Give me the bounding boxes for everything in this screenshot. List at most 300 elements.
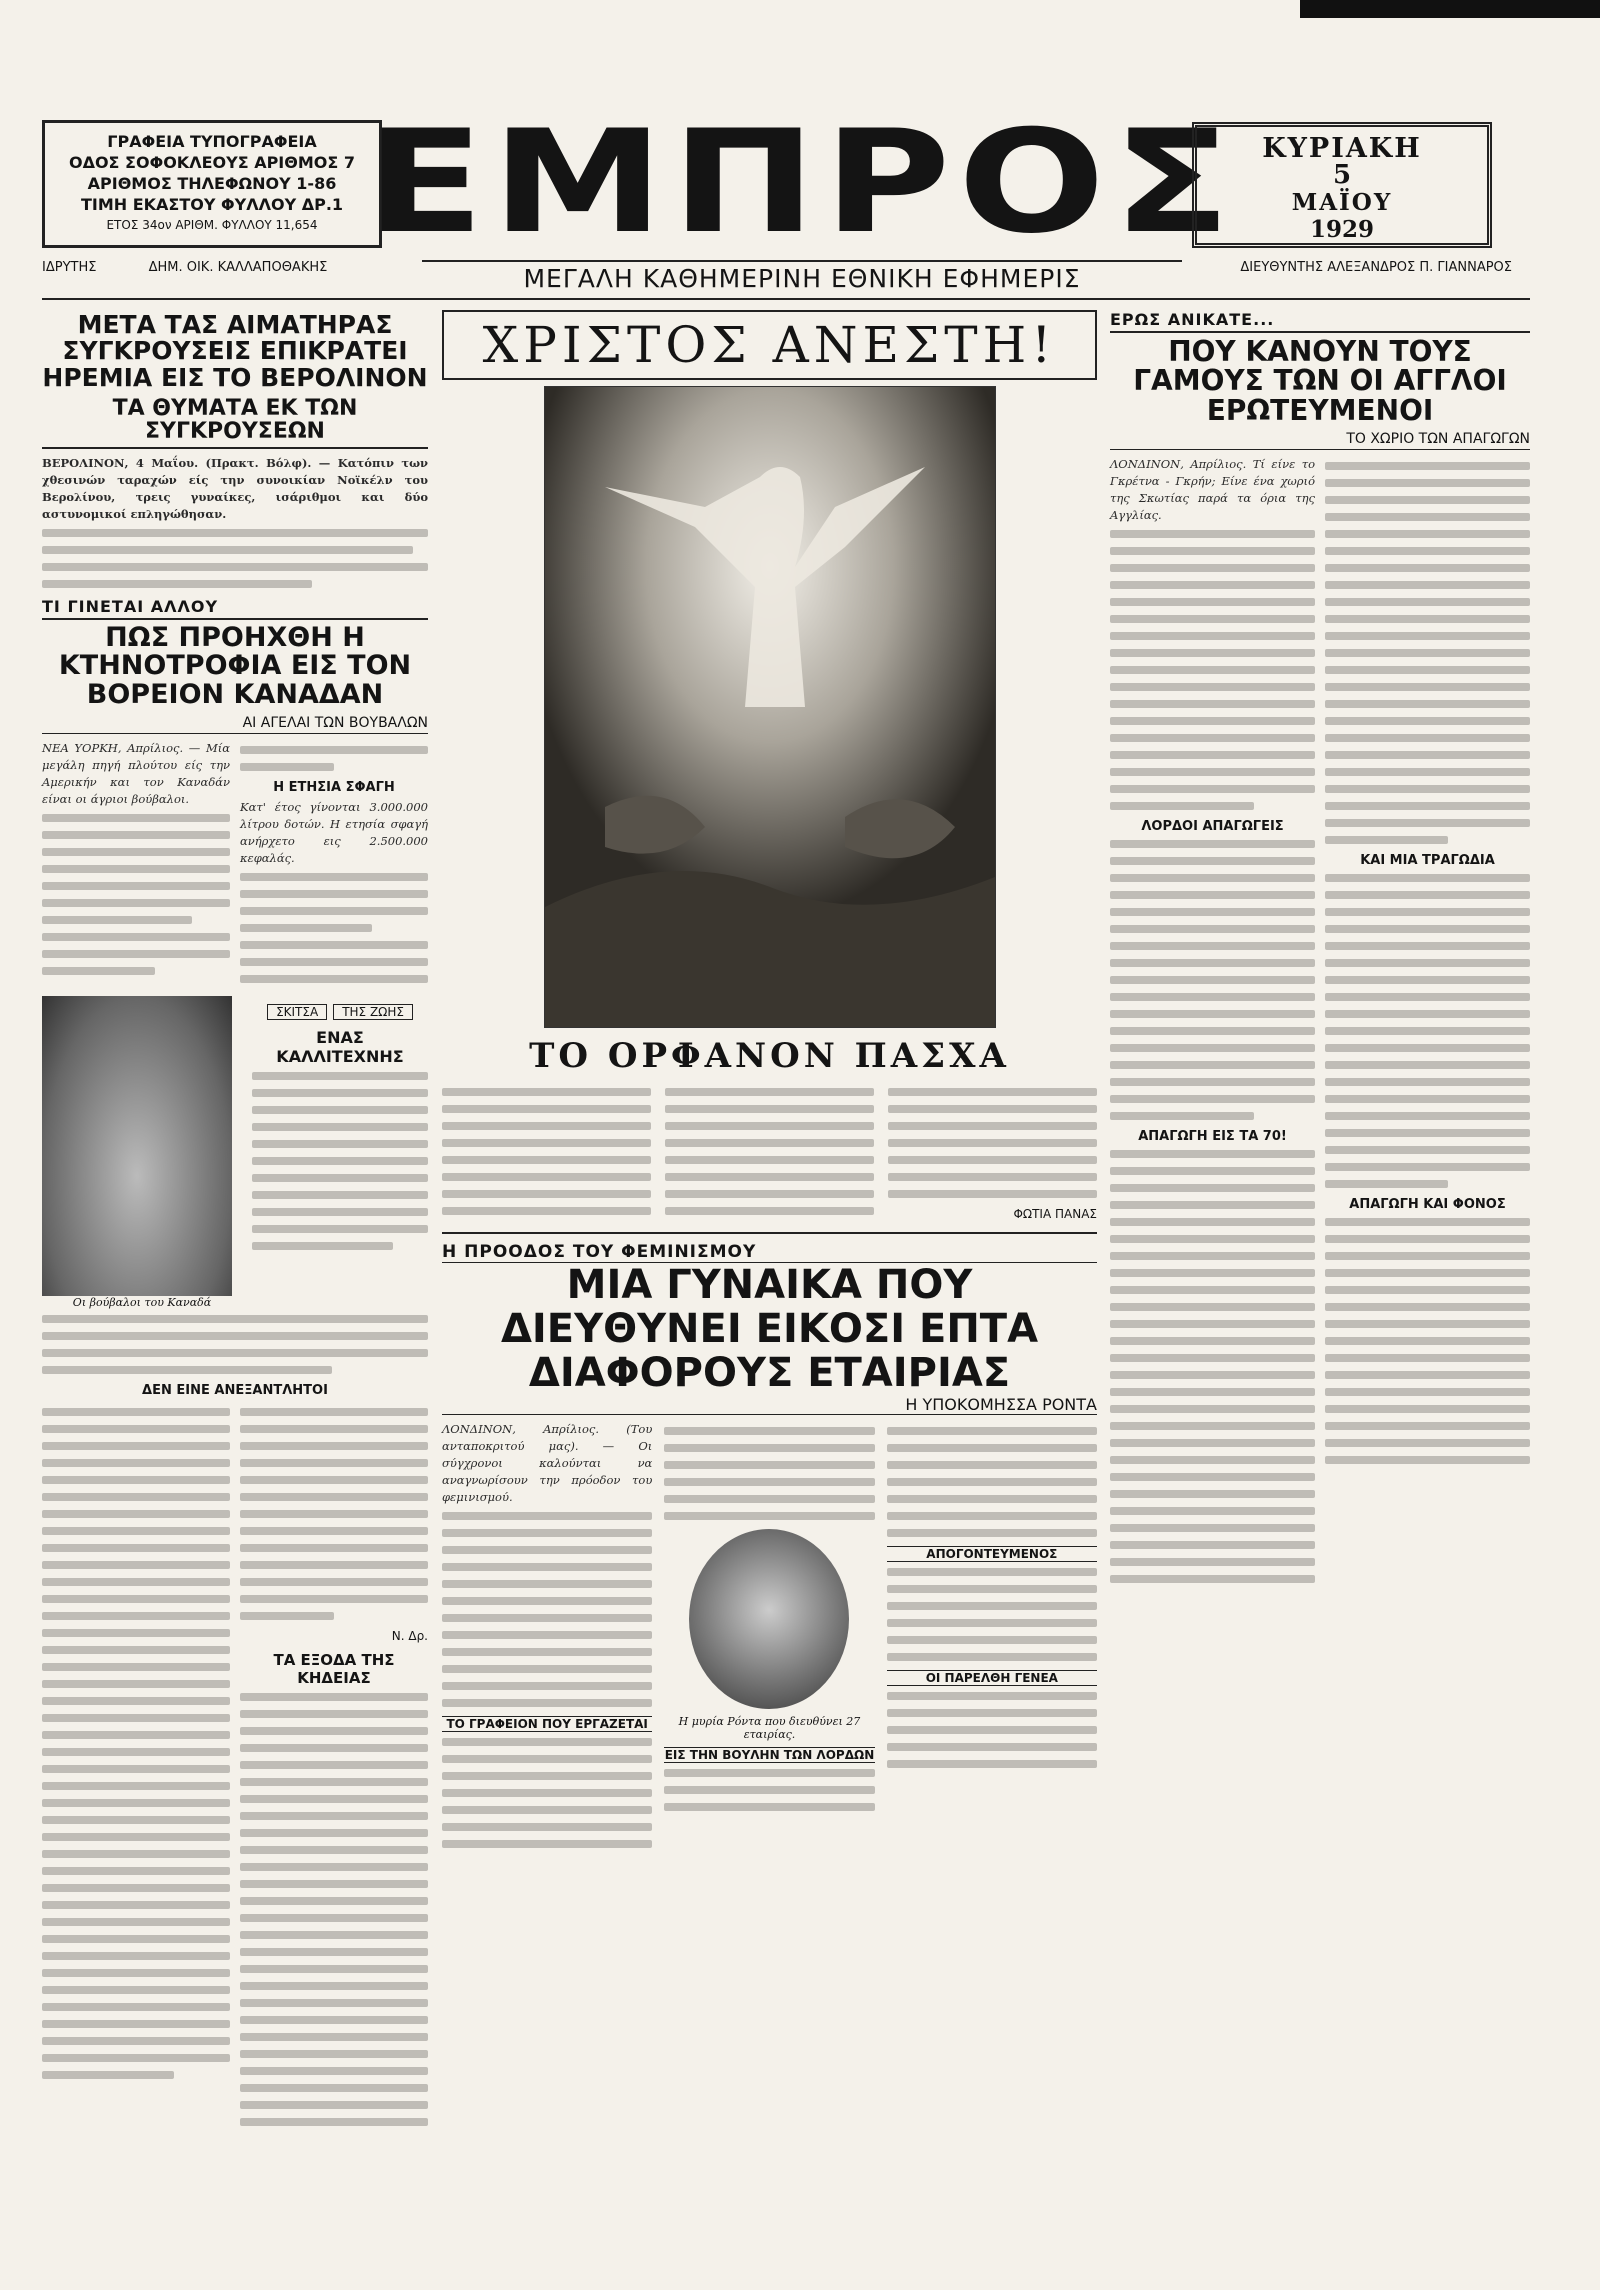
text-line bbox=[1325, 1320, 1530, 1328]
text-line bbox=[240, 763, 334, 771]
text-line bbox=[1325, 1146, 1530, 1154]
text-line bbox=[442, 1580, 652, 1588]
text-line bbox=[1110, 632, 1315, 640]
text-line bbox=[1110, 615, 1315, 623]
text-line bbox=[240, 2050, 428, 2058]
text-line bbox=[1325, 802, 1530, 810]
text-line bbox=[42, 1697, 230, 1705]
text-line bbox=[42, 899, 230, 907]
text-line bbox=[1110, 1061, 1315, 1069]
text-line bbox=[42, 1646, 230, 1654]
text-line bbox=[1325, 1388, 1530, 1396]
text-line bbox=[240, 1761, 428, 1769]
text-line bbox=[42, 1731, 230, 1739]
text-line bbox=[1325, 1061, 1530, 1069]
office-line-4: ΤΙΜΗ ΕΚΑΣΤΟΥ ΦΥΛΛΟΥ ΔΡ.1 bbox=[80, 195, 344, 214]
text-line bbox=[442, 1190, 651, 1198]
text-line bbox=[42, 1629, 230, 1637]
date-box bbox=[1192, 122, 1492, 248]
text-line bbox=[1110, 1320, 1315, 1328]
text-line bbox=[442, 1512, 652, 1520]
text-line bbox=[442, 1088, 651, 1096]
office-line-3: ΑΡΙΘΜΟΣ ΤΗΛΕΦΩΝΟΥ 1-86 bbox=[87, 174, 337, 193]
text-line bbox=[1110, 908, 1315, 916]
text-line bbox=[664, 1444, 874, 1452]
sketch-header bbox=[252, 1004, 428, 1020]
text-line bbox=[240, 2016, 428, 2024]
text-line bbox=[1110, 785, 1315, 793]
text-line bbox=[442, 1105, 651, 1113]
buffalo-photo bbox=[42, 996, 232, 1296]
text-line bbox=[442, 1614, 652, 1622]
text-line bbox=[240, 907, 428, 915]
text-line bbox=[252, 1089, 428, 1097]
text-line bbox=[1110, 1575, 1315, 1583]
text-line bbox=[42, 2037, 230, 2045]
text-line bbox=[1110, 1558, 1315, 1566]
text-line bbox=[42, 1459, 230, 1467]
text-line bbox=[240, 1999, 428, 2007]
text-line bbox=[252, 1140, 428, 1148]
text-line bbox=[442, 1156, 651, 1164]
text-line bbox=[42, 1833, 230, 1841]
text-line bbox=[442, 1823, 652, 1831]
text-line bbox=[240, 890, 428, 898]
text-line bbox=[240, 2067, 428, 2075]
text-line bbox=[1325, 1078, 1530, 1086]
text-line bbox=[1325, 1269, 1530, 1277]
text-line bbox=[1325, 530, 1530, 538]
masthead bbox=[42, 100, 1530, 310]
text-line bbox=[1325, 785, 1530, 793]
text-line bbox=[252, 1106, 428, 1114]
text-line bbox=[42, 529, 428, 537]
text-line bbox=[1110, 874, 1315, 882]
text-line bbox=[1325, 1439, 1530, 1447]
text-line bbox=[1325, 496, 1530, 504]
text-line bbox=[1325, 717, 1530, 725]
text-line bbox=[1110, 1541, 1315, 1549]
text-line bbox=[887, 1726, 1097, 1734]
text-line bbox=[888, 1156, 1097, 1164]
text-line bbox=[42, 1765, 230, 1773]
masthead-rule bbox=[42, 298, 1530, 300]
text-line bbox=[1325, 547, 1530, 555]
text-line bbox=[1110, 683, 1315, 691]
easter-poem bbox=[442, 1082, 1097, 1224]
text-line bbox=[1110, 700, 1315, 708]
text-line bbox=[42, 1799, 230, 1807]
artist-headline: ΕΝΑΣ ΚΑΛΛΙΤΕΧΝΗΣ bbox=[276, 1027, 404, 1066]
elsewhere-kicker: ΤΙ ΓΙΝΕΤΑΙ ΑΛΛΟΥ bbox=[42, 597, 428, 620]
text-line bbox=[240, 1612, 334, 1620]
text-line bbox=[1325, 1044, 1530, 1052]
text-line bbox=[42, 1561, 230, 1569]
abduction-at-70-head: ΑΠΑΓΩΓΗ ΕΙΣ ΤΑ 70! bbox=[1138, 1129, 1287, 1145]
text-line bbox=[42, 1986, 230, 1994]
text-line bbox=[665, 1088, 874, 1096]
text-line bbox=[1110, 1422, 1315, 1430]
text-line bbox=[1110, 717, 1315, 725]
text-line bbox=[42, 2071, 174, 2079]
text-line bbox=[1110, 857, 1315, 865]
text-line bbox=[1110, 1218, 1315, 1226]
portrait-caption: Η μυρία Ρόντα που διευθύνει 27 εταιρίας. bbox=[678, 1715, 861, 1741]
text-line bbox=[442, 1682, 652, 1690]
canada-subheadline: ΑΙ ΑΓΕΛΑΙ ΤΩΝ ΒΟΥΒΑΛΩΝ bbox=[42, 715, 428, 734]
founder-label: ΙΔΡΥΤΗΣ bbox=[42, 260, 97, 275]
text-line bbox=[1110, 1286, 1315, 1294]
text-line bbox=[1110, 1456, 1315, 1464]
text-line bbox=[1110, 1371, 1315, 1379]
funeral-expenses-head: ΤΑ ΕΞΟΔΑ ΤΗΣ ΚΗΔΕΙΑΣ bbox=[273, 1650, 395, 1687]
text-line bbox=[42, 1901, 230, 1909]
top-scan-bar bbox=[1300, 0, 1600, 18]
office-line-1: ΓΡΑΦΕΙΑ ΤΥΠΟΓΡΑΦΕΙΑ bbox=[107, 132, 317, 151]
feminism-headline: ΜΙΑ ΓΥΝΑΙΚΑ ΠΟΥ ΔΙΕΥΘΥΝΕΙ ΕΙΚΟΣΙ ΕΠΤΑ ΔΙΑΦΟΡΟΥΣ ΕΤΑΙΡΙΑΣ bbox=[500, 1262, 1039, 1396]
text-line bbox=[42, 814, 230, 822]
text-line bbox=[888, 1173, 1097, 1181]
text-line bbox=[1110, 1490, 1315, 1498]
text-line bbox=[42, 1952, 230, 1960]
text-line bbox=[240, 1778, 428, 1786]
date-number: 5 bbox=[1332, 160, 1352, 190]
text-line bbox=[665, 1139, 874, 1147]
text-line bbox=[240, 1795, 428, 1803]
annual-slaughter-head: Η ΕΤΗΣΙΑ ΣΦΑΓΗ bbox=[273, 779, 395, 795]
feminism-subheadline: Η ΥΠΟΚΟΜΗΣΣΑ ΡΟΝΤΑ bbox=[442, 1395, 1097, 1415]
text-line bbox=[1110, 942, 1315, 950]
text-line bbox=[42, 1663, 230, 1671]
text-line bbox=[42, 1366, 332, 1374]
text-line bbox=[240, 873, 428, 881]
text-line bbox=[240, 1544, 428, 1552]
abduction-murder-head: ΑΠΑΓΩΓΗ ΚΑΙ ΦΟΝΟΣ bbox=[1349, 1197, 1506, 1213]
text-line bbox=[1110, 1507, 1315, 1515]
text-line bbox=[42, 831, 230, 839]
text-line bbox=[442, 1699, 652, 1707]
text-line bbox=[1325, 1180, 1448, 1188]
text-line bbox=[252, 1072, 428, 1080]
text-line bbox=[42, 1408, 230, 1416]
text-line bbox=[42, 1578, 230, 1586]
text-line bbox=[240, 1727, 428, 1735]
text-line bbox=[1325, 632, 1530, 640]
text-line bbox=[888, 1105, 1097, 1113]
text-line bbox=[1325, 1163, 1530, 1171]
text-line bbox=[1110, 1184, 1315, 1192]
text-line bbox=[1110, 959, 1315, 967]
text-line bbox=[664, 1786, 874, 1794]
text-line bbox=[1110, 1269, 1315, 1277]
founder-name: ΔΗΜ. ΟΙΚ. ΚΑΛΛΑΠΟΘΑΚΗΣ bbox=[148, 260, 328, 275]
gretna-headline: ΠΟΥ ΚΑΝΟΥΝ ΤΟΥΣ ΓΑΜΟΥΣ ΤΩΝ ΟΙ ΑΓΓΛΟΙ ΕΡΩΤΕΥΜΕΝΟΙ bbox=[1133, 335, 1507, 427]
text-line bbox=[240, 975, 428, 983]
text-line bbox=[1325, 976, 1530, 984]
text-line bbox=[1110, 802, 1254, 810]
text-line bbox=[1110, 1112, 1254, 1120]
right-column bbox=[1110, 310, 1530, 1592]
text-line bbox=[240, 1693, 428, 1701]
text-line bbox=[42, 1884, 230, 1892]
text-line bbox=[1325, 942, 1530, 950]
text-line bbox=[240, 1744, 428, 1752]
feminism-dateline: ΛΟΝΔΙΝΟΝ, Απρίλιος. (Του ανταποκριτού μας). — Οι σύγχρονοι καλούνται να αναγνωρίσουν την πρόοδον του φεμινισμού. bbox=[442, 1422, 653, 1504]
text-line bbox=[887, 1444, 1097, 1452]
text-line bbox=[664, 1478, 874, 1486]
past-generation-head: ΟΙ ΠΑΡΕΛΘΗ ΓΕΝΕΑ bbox=[887, 1670, 1097, 1686]
text-line bbox=[442, 1772, 652, 1780]
text-line bbox=[1325, 1286, 1530, 1294]
text-line bbox=[42, 1425, 230, 1433]
text-line bbox=[42, 1544, 230, 1552]
text-line bbox=[664, 1427, 874, 1435]
text-line bbox=[42, 1918, 230, 1926]
not-inexhaustible-head: ΔΕΝ ΕΙΝΕ ΑΝΕΞΑΝΤΛΗΤΟΙ bbox=[142, 1382, 328, 1398]
text-line bbox=[240, 1408, 428, 1416]
text-line bbox=[1110, 564, 1315, 572]
text-line bbox=[42, 1782, 230, 1790]
text-line bbox=[1110, 1405, 1315, 1413]
text-line bbox=[1325, 1252, 1530, 1260]
center-column bbox=[442, 310, 1097, 1857]
text-line bbox=[1325, 666, 1530, 674]
text-line bbox=[887, 1427, 1097, 1435]
text-line bbox=[42, 580, 312, 588]
text-line bbox=[442, 1546, 652, 1554]
text-line bbox=[42, 916, 192, 924]
text-line bbox=[240, 1459, 428, 1467]
office-head: ΤΟ ΓΡΑΦΕΙΟΝ ΠΟΥ ΕΡΓΑΖΕΤΑΙ bbox=[442, 1716, 652, 1732]
text-line bbox=[240, 1595, 428, 1603]
text-line bbox=[1325, 836, 1448, 844]
gretna-subheadline: ΤΟ ΧΩΡΙΟ ΤΩΝ ΑΠΑΓΩΓΩΝ bbox=[1110, 431, 1530, 450]
canada-dateline: ΝΕΑ ΥΟΡΚΗ, Απρίλιος. — Μία μεγάλη πηγή πλούτου είς την Αμερικήν και τον Καναδάν είναι οι άγριοι βούβαλοι. bbox=[42, 740, 230, 806]
office-line-5: ΕΤΟΣ 34ον ΑΡΙΘΜ. ΦΥΛΛΟΥ 11,654 bbox=[106, 218, 318, 232]
text-line bbox=[887, 1619, 1097, 1627]
text-line bbox=[252, 1242, 393, 1250]
text-line bbox=[442, 1840, 652, 1848]
text-line bbox=[42, 2054, 230, 2062]
text-line bbox=[1325, 683, 1530, 691]
text-line bbox=[1325, 993, 1530, 1001]
text-line bbox=[1110, 1010, 1315, 1018]
offspring-head: ΑΠΟΓΟΝΤΕΥΜΕΝΟΣ bbox=[887, 1546, 1097, 1562]
text-line bbox=[42, 2003, 230, 2011]
text-line bbox=[442, 1789, 652, 1797]
text-line bbox=[1110, 751, 1315, 759]
text-line bbox=[240, 1578, 428, 1586]
text-line bbox=[1325, 513, 1530, 521]
text-line bbox=[1110, 649, 1315, 657]
text-line bbox=[42, 950, 230, 958]
text-line bbox=[442, 1648, 652, 1656]
orphan-easter-caption: ΤΟ ΟΡΦΑΝΟΝ ΠΑΣΧΑ bbox=[529, 1036, 1010, 1076]
text-line bbox=[42, 1315, 428, 1323]
easter-feature-title: ΧΡΙΣΤΟΣ ΑΝΕΣΤΗ! bbox=[442, 310, 1097, 380]
text-line bbox=[252, 1191, 428, 1199]
text-line bbox=[1110, 547, 1315, 555]
text-line bbox=[1110, 768, 1315, 776]
text-line bbox=[887, 1478, 1097, 1486]
text-line bbox=[1110, 1524, 1315, 1532]
text-line bbox=[442, 1738, 652, 1746]
text-line bbox=[1325, 1112, 1530, 1120]
text-line bbox=[240, 1812, 428, 1820]
text-line bbox=[1110, 993, 1315, 1001]
text-line bbox=[665, 1173, 874, 1181]
text-line bbox=[240, 1493, 428, 1501]
lords-abductors-head: ΛΟΡΔΟΙ ΑΠΑΓΩΓΕΙΣ bbox=[1141, 819, 1284, 835]
director-line: ΔΙΕΥΘΥΝΤΗΣ ΑΛΕΞΑΝΔΡΟΣ Π. ΓΙΑΝΝΑΡΟΣ bbox=[1240, 260, 1512, 275]
berlin-subheadline: ΤΑ ΘΥΜΑΤΑ ΕΚ ΤΩΝ ΣΥΓΚΡΟΥΣΕΩΝ bbox=[42, 397, 428, 449]
text-line bbox=[1110, 1388, 1315, 1396]
text-line bbox=[240, 1829, 428, 1837]
text-line bbox=[442, 1139, 651, 1147]
text-line bbox=[442, 1597, 652, 1605]
text-line bbox=[240, 1476, 428, 1484]
artist-signature: Ν. Δρ. bbox=[391, 1628, 428, 1643]
text-line bbox=[1325, 959, 1530, 967]
text-line bbox=[1325, 751, 1530, 759]
text-line bbox=[1325, 615, 1530, 623]
text-line bbox=[240, 1948, 428, 1956]
text-line bbox=[1325, 768, 1530, 776]
text-line bbox=[240, 941, 428, 949]
text-line bbox=[1325, 1371, 1530, 1379]
text-line bbox=[42, 1476, 230, 1484]
text-line bbox=[1110, 530, 1315, 538]
text-line bbox=[887, 1568, 1097, 1576]
text-line bbox=[42, 1867, 230, 1875]
text-line bbox=[42, 1969, 230, 1977]
text-line bbox=[240, 746, 428, 754]
text-line bbox=[1110, 1473, 1315, 1481]
text-line bbox=[1325, 908, 1530, 916]
text-line bbox=[240, 924, 372, 932]
text-line bbox=[888, 1122, 1097, 1130]
text-line bbox=[240, 2118, 428, 2126]
text-line bbox=[442, 1122, 651, 1130]
text-line bbox=[42, 865, 230, 873]
text-line bbox=[240, 2033, 428, 2041]
text-line bbox=[252, 1123, 428, 1131]
text-line bbox=[240, 2101, 428, 2109]
text-line bbox=[1325, 874, 1530, 882]
text-line bbox=[1110, 1252, 1315, 1260]
text-line bbox=[665, 1190, 874, 1198]
text-line bbox=[240, 1982, 428, 1990]
text-line bbox=[1325, 1303, 1530, 1311]
newspaper-page bbox=[42, 30, 1530, 2260]
text-line bbox=[888, 1190, 1097, 1198]
text-line bbox=[42, 1349, 428, 1357]
text-line bbox=[1325, 925, 1530, 933]
text-line bbox=[1110, 1337, 1315, 1345]
text-line bbox=[1325, 462, 1530, 470]
text-line bbox=[442, 1665, 652, 1673]
berlin-lead: ΒΕΡΟΛΙΝΟΝ, 4 Μαΐου. (Πρακτ. Βόλφ). — Κατόπιν των χθεσινών ταραχών είς την συνοικίαν Νοϊκέλν του Βερολίνου, τρεις γυναίκες, ισάριθμοι και δύο αστυνομικοί επληγώθησαν. bbox=[42, 455, 428, 521]
text-line bbox=[1110, 1027, 1315, 1035]
left-column bbox=[42, 310, 428, 2135]
text-line bbox=[240, 1880, 428, 1888]
canada-headline: ΠΩΣ ΠΡΟΗΧΘΗ Η ΚΤΗΝΟΤΡΟΦΙΑ ΕΙΣ ΤΟΝ ΒΟΡΕΙΟΝ ΚΑΝΑΔΑΝ bbox=[58, 621, 412, 710]
office-info-box bbox=[42, 120, 382, 248]
text-line bbox=[1325, 1405, 1530, 1413]
text-line bbox=[42, 933, 230, 941]
text-line bbox=[240, 1510, 428, 1518]
text-line bbox=[442, 1207, 651, 1215]
text-line bbox=[887, 1529, 1097, 1537]
text-line bbox=[240, 2084, 428, 2092]
poem-signature: ΦΩΤΙΑ ΠΑΝΑΣ bbox=[1013, 1207, 1097, 1221]
text-line bbox=[42, 546, 413, 554]
feminism-article bbox=[442, 1421, 1097, 1857]
text-line bbox=[42, 1493, 230, 1501]
text-line bbox=[1110, 1354, 1315, 1362]
text-line bbox=[664, 1769, 874, 1777]
text-line bbox=[252, 1157, 428, 1165]
text-line bbox=[1110, 581, 1315, 589]
text-line bbox=[887, 1512, 1097, 1520]
feminism-kicker: Η ΠΡΟΟΔΟΣ ΤΟΥ ΦΕΜΙΝΙΣΜΟΥ bbox=[442, 1242, 1097, 1263]
text-line bbox=[252, 1208, 428, 1216]
text-line bbox=[1110, 1150, 1315, 1158]
resurrection-picture bbox=[544, 386, 996, 1028]
text-line bbox=[240, 1442, 428, 1450]
text-line bbox=[42, 1816, 230, 1824]
text-line bbox=[887, 1636, 1097, 1644]
text-line bbox=[887, 1760, 1097, 1768]
text-line bbox=[887, 1585, 1097, 1593]
gretna-dateline: ΛΟΝΔΙΝΟΝ, Απρίλιος. Τί είνε το Γκρέτνα - Γκρήν; Είνε ένα χωριό της Σκωτίας παρά τα όρια της Αγγλίας. bbox=[1110, 457, 1315, 523]
annual-slaughter-text: Κατ' έτος γίνονται 3.000.000 λίτρου δοτών. Η ετησία σφαγή ανήρχετο εις 2.500.000 κεφαλάς. bbox=[240, 799, 428, 865]
date-day: ΚΥΡΙΑΚΗ bbox=[1262, 133, 1422, 164]
text-line bbox=[887, 1692, 1097, 1700]
text-line bbox=[42, 848, 230, 856]
text-line bbox=[1110, 891, 1315, 899]
text-line bbox=[1325, 1010, 1530, 1018]
text-line bbox=[442, 1755, 652, 1763]
text-line bbox=[240, 1527, 428, 1535]
text-line bbox=[888, 1139, 1097, 1147]
text-line bbox=[1325, 581, 1530, 589]
text-line bbox=[1110, 666, 1315, 674]
text-line bbox=[1110, 1078, 1315, 1086]
love-kicker: ΕΡΩΣ ΑΝΙΚΑΤΕ... bbox=[1110, 310, 1530, 333]
text-line bbox=[42, 563, 428, 571]
text-line bbox=[442, 1563, 652, 1571]
text-line bbox=[665, 1105, 874, 1113]
office-line-2: ΟΔΟΣ ΣΟΦΟΚΛΕΟΥΣ ΑΡΙΘΜΟΣ 7 bbox=[68, 153, 356, 172]
text-line bbox=[664, 1803, 874, 1811]
text-line bbox=[42, 1748, 230, 1756]
founder-line bbox=[42, 260, 382, 275]
text-line bbox=[1325, 649, 1530, 657]
text-line bbox=[1325, 1235, 1530, 1243]
text-line bbox=[1325, 564, 1530, 572]
text-line bbox=[1110, 1201, 1315, 1209]
text-line bbox=[1110, 840, 1315, 848]
text-line bbox=[42, 967, 155, 975]
text-line bbox=[1325, 1218, 1530, 1226]
text-line bbox=[42, 2020, 230, 2028]
text-line bbox=[1325, 479, 1530, 487]
text-line bbox=[252, 1225, 428, 1233]
text-line bbox=[1325, 1337, 1530, 1345]
text-line bbox=[1325, 1456, 1530, 1464]
text-line bbox=[240, 1863, 428, 1871]
